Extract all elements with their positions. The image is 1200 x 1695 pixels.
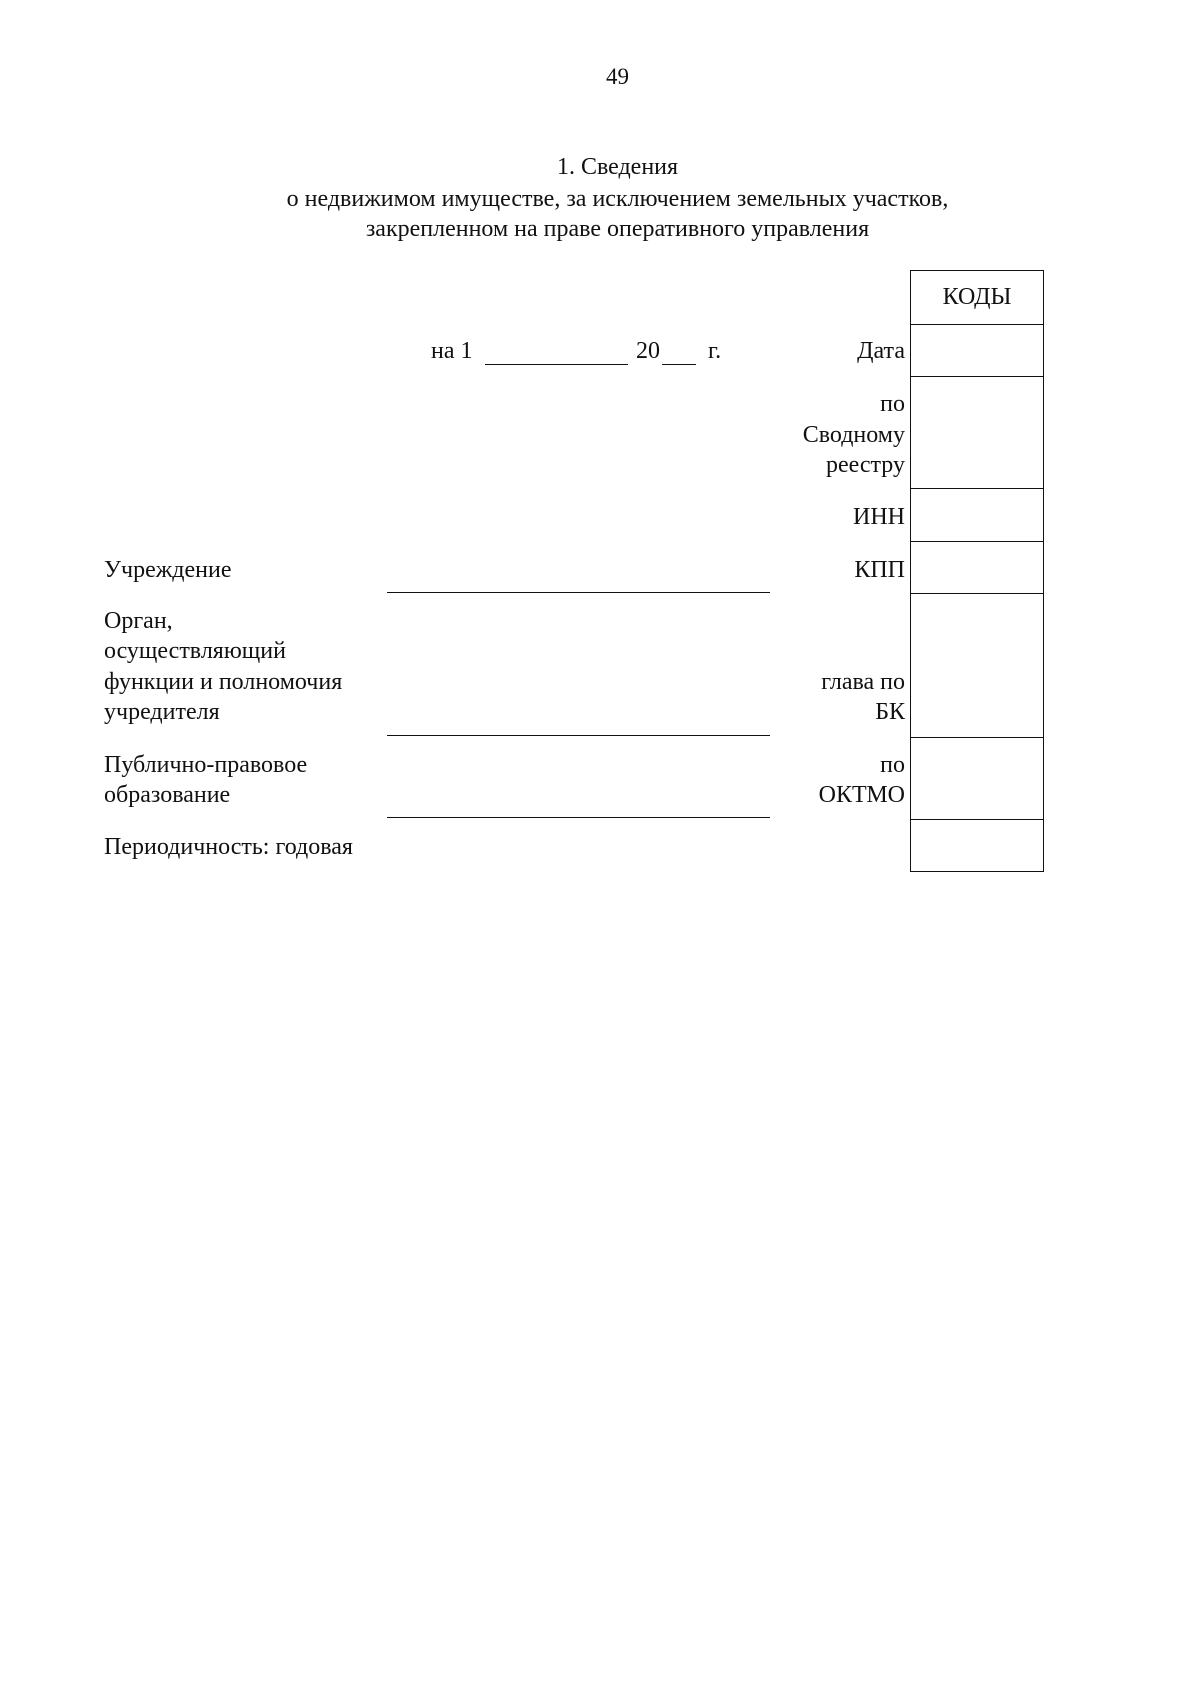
code-cell-registry[interactable] (911, 377, 1043, 489)
code-label-oktmo-2: ОКТМО (818, 782, 905, 808)
date-day-month-blank[interactable] (485, 364, 628, 365)
code-cell-bk[interactable] (911, 594, 1043, 738)
code-label-bk-1: глава по (821, 669, 905, 695)
date-prefix: на 1 (431, 338, 473, 364)
field-label-public-2: образование (104, 782, 231, 808)
code-label-date: Дата (857, 338, 905, 364)
code-cell-inn[interactable] (911, 489, 1043, 542)
field-label-founder-1: Орган, (104, 608, 173, 634)
code-label-kpp: КПП (854, 557, 905, 583)
field-label-institution: Учреждение (104, 557, 232, 583)
field-label-founder-3: функции и полномочия (104, 669, 343, 695)
code-label-registry-2: Сводному (802, 422, 905, 448)
codes-header: КОДЫ (911, 271, 1043, 325)
date-year-blank[interactable] (662, 364, 696, 365)
date-year-prefix: 20 (636, 338, 660, 364)
field-label-founder-2: осуществляющий (104, 638, 286, 664)
code-label-oktmo-1: по (880, 752, 905, 778)
code-cell-oktmo[interactable] (911, 738, 1043, 820)
date-suffix: г. (708, 338, 722, 364)
code-cell-kpp[interactable] (911, 542, 1043, 594)
code-label-inn: ИНН (853, 504, 905, 530)
form-subtitle-line-1: о недвижимом имуществе, за исключением земельных участков, (286, 186, 949, 212)
code-cell-date[interactable] (911, 325, 1043, 377)
page-number: 49 (606, 64, 629, 89)
field-label-periodicity: Периодичность: годовая (104, 834, 353, 860)
code-label-registry-1: по (880, 391, 905, 417)
form-title: 1. Сведения (556, 154, 679, 180)
code-cell-periodicity[interactable] (911, 820, 1043, 871)
field-label-public-1: Публично-правовое (104, 752, 308, 778)
form-subtitle-line-2: закрепленном на праве оперативного управления (365, 216, 870, 242)
public-entity-blank[interactable] (387, 817, 770, 818)
field-label-founder-4: учредителя (104, 699, 220, 725)
founder-blank[interactable] (387, 735, 770, 736)
institution-blank[interactable] (387, 592, 770, 593)
code-label-registry-3: реестру (825, 452, 905, 478)
code-label-bk-2: БК (875, 699, 905, 725)
codes-box (910, 270, 1044, 872)
